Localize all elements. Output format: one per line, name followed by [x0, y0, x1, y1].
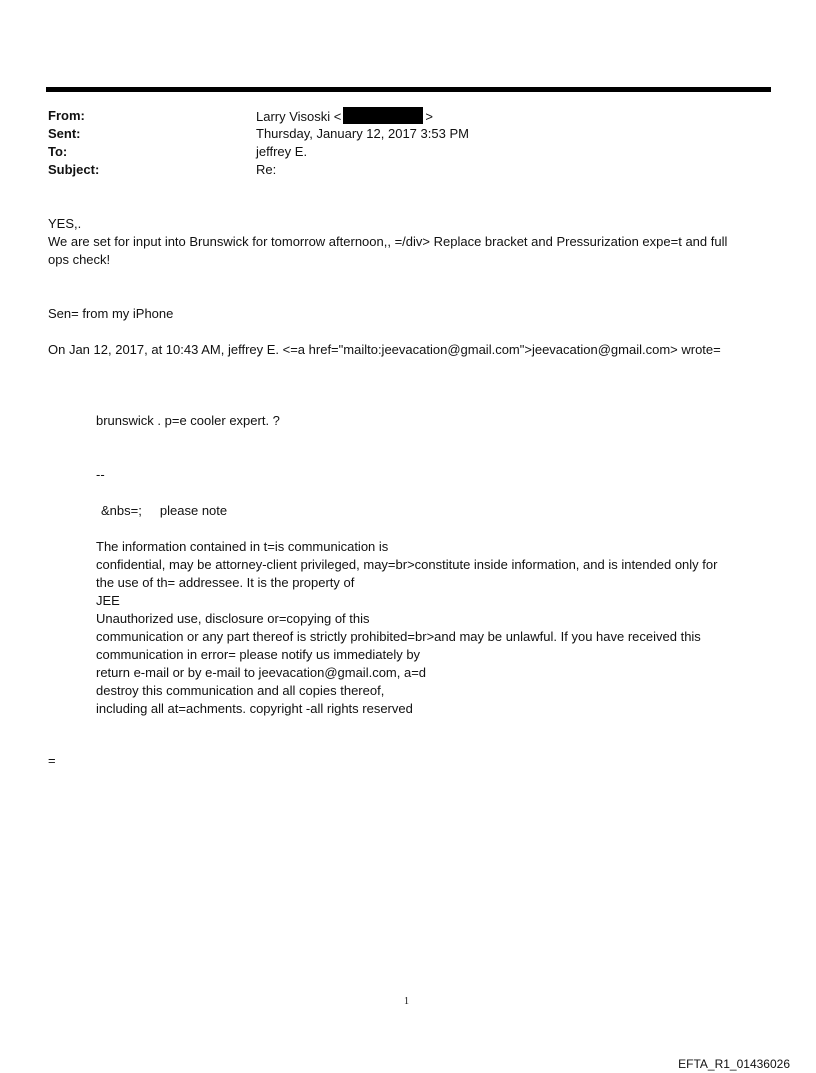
sent-from-line: Sen= from my iPhone [48, 306, 174, 321]
disclaimer-line: confidential, may be attorney-client privileged, may=br>constitute inside information, and is intended only for [96, 557, 718, 572]
redaction-box [343, 107, 423, 124]
quote-attribution: On Jan 12, 2017, at 10:43 AM, jeffrey E. <=a href="mailto:jeevacation@gmail.com">jeevacation@gmail.com> wrote= [48, 342, 721, 357]
body-line-3: ops check! [48, 252, 111, 267]
from-close: > [425, 109, 433, 124]
trailer-equals: = [48, 753, 56, 768]
quoted-line: brunswick . p=e cooler expert. ? [96, 413, 280, 428]
disclaimer-line: communication in error= please notify us immediately by [96, 647, 421, 662]
subject-label: Subject: [48, 162, 100, 177]
disclaimer-line: JEE [96, 593, 120, 608]
body-line-2: We are set for input into Brunswick for tomorrow afternoon,, =/div> Replace bracket and Pressurization expe=t and full [48, 234, 728, 249]
sent-label: Sent: [48, 126, 81, 141]
disclaimer-line: return e-mail or by e-mail to jeevacation@gmail.com, a=d [96, 665, 427, 680]
disclaimer-line: communication or any part thereof is strictly prohibited=br>and may be unlawful. If you have received this [96, 629, 701, 644]
body-line-1: YES,. [48, 216, 82, 231]
header-rule [46, 87, 771, 92]
to-label: To: [48, 144, 68, 159]
from-label: From: [48, 108, 85, 123]
disclaimer-line: The information contained in t=is communication is [96, 539, 389, 554]
disclaimer-line: destroy this communication and all copies thereof, [96, 683, 385, 698]
signature-separator: -- [96, 467, 105, 482]
please-note-line: &nbs=; please note [101, 503, 228, 518]
from-name: Larry Visoski < [256, 109, 342, 124]
disclaimer-block [96, 538, 717, 718]
disclaimer-line: Unauthorized use, disclosure or=copying of this [96, 611, 370, 626]
from-value [256, 107, 433, 126]
disclaimer-line: the use of th= addressee. It is the property of [96, 575, 355, 590]
subject-value: Re: [256, 162, 277, 177]
disclaimer-line: including all at=achments. copyright -all rights reserved [96, 701, 413, 716]
page-number: 1 [404, 996, 409, 1007]
sent-value: Thursday, January 12, 2017 3:53 PM [256, 126, 469, 141]
to-value: jeffrey E. [256, 144, 308, 159]
document-id: EFTA_R1_01436026 [678, 1057, 790, 1071]
